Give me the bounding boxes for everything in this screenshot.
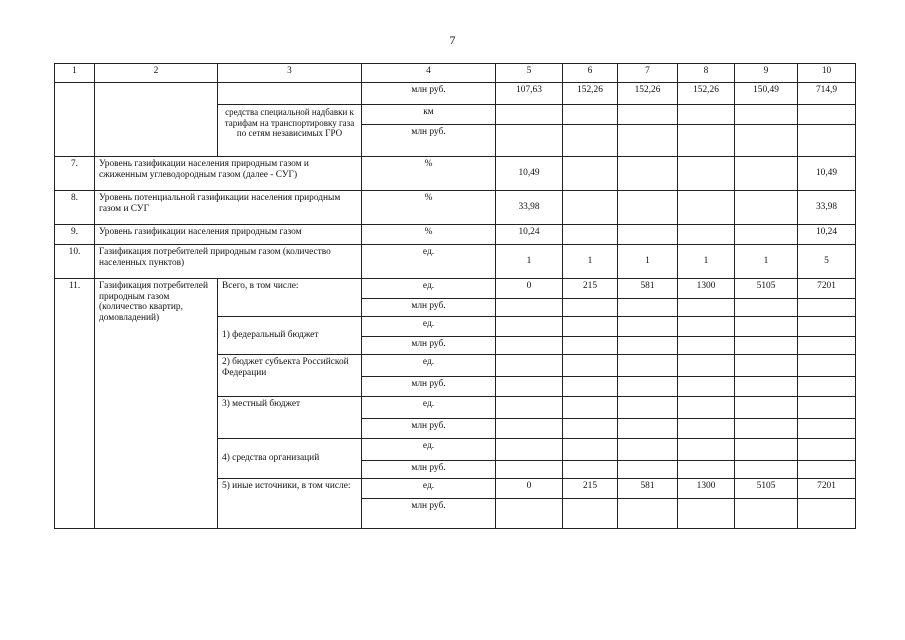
unit-cell: млн руб. bbox=[362, 377, 496, 397]
row-number: 11. bbox=[55, 279, 95, 529]
value-cell: 5105 bbox=[735, 279, 798, 299]
unit-cell: % bbox=[362, 157, 496, 191]
sub-label: 1) федеральный бюджет bbox=[218, 317, 362, 355]
value-cell: 1 bbox=[618, 245, 678, 279]
page-number: 7 bbox=[449, 33, 456, 47]
table-row bbox=[55, 191, 856, 225]
value-cell: 107,63 bbox=[496, 83, 563, 105]
unit-cell: млн руб. bbox=[362, 499, 496, 529]
header-cell: 10 bbox=[798, 64, 856, 83]
row-label: средства специальной надбавки к тарифам на транспортировку газа по сетям независимых ГРО bbox=[218, 105, 362, 157]
unit-cell: ед. bbox=[362, 397, 496, 419]
row-label: Уровень газификации населения природным газом и сжиженным углеводородным газом (далее - СУГ) bbox=[95, 157, 362, 191]
header-cell: 9 bbox=[735, 64, 798, 83]
row-label: Газификация потребителей природным газом (количество квартир, домовладений) bbox=[95, 279, 218, 529]
value-cell: 1 bbox=[678, 245, 735, 279]
unit-cell: ед. bbox=[362, 317, 496, 337]
table-row bbox=[55, 279, 856, 299]
unit-cell: ед. bbox=[362, 245, 496, 279]
table-row bbox=[55, 225, 856, 245]
header-cell: 1 bbox=[55, 64, 95, 83]
sub-label: 5) иные источники, в том числе: bbox=[218, 479, 362, 529]
value-cell: 1300 bbox=[678, 479, 735, 499]
value-cell: 150,49 bbox=[735, 83, 798, 105]
sub-label: 3) местный бюджет bbox=[218, 397, 362, 439]
row-number: 9. bbox=[55, 225, 95, 245]
row-label: Газификация потребителей природным газом (количество населенных пунктов) bbox=[95, 245, 362, 279]
value-cell: 5 bbox=[798, 245, 856, 279]
unit-cell: млн руб. bbox=[362, 461, 496, 479]
sub-label: 4) средства организаций bbox=[218, 439, 362, 479]
value-cell: 152,26 bbox=[678, 83, 735, 105]
value-cell: 1 bbox=[563, 245, 618, 279]
row-label: Уровень газификации населения природным газом bbox=[95, 225, 362, 245]
header-cell: 5 bbox=[496, 64, 563, 83]
value-cell: 33,98 bbox=[496, 191, 563, 225]
unit-cell: млн руб. bbox=[362, 337, 496, 355]
unit-cell: млн руб. bbox=[362, 419, 496, 439]
unit-cell: % bbox=[362, 191, 496, 225]
header-cell: 3 bbox=[218, 64, 362, 83]
row-number: 10. bbox=[55, 245, 95, 279]
unit-cell: ед. bbox=[362, 279, 496, 299]
sub-label: 2) бюджет субъекта Российской Федерации bbox=[218, 355, 362, 397]
value-cell: 152,26 bbox=[563, 83, 618, 105]
value-cell: 7201 bbox=[798, 479, 856, 499]
empty-cell bbox=[95, 83, 218, 157]
row-label: Уровень потенциальной газификации населения природным газом и СУГ bbox=[95, 191, 362, 225]
header-cell: 4 bbox=[362, 64, 496, 83]
unit-cell: млн руб. bbox=[362, 299, 496, 317]
header-cell: 2 bbox=[95, 64, 218, 83]
value-cell: 215 bbox=[563, 279, 618, 299]
header-cell: 8 bbox=[678, 64, 735, 83]
unit-cell: ед. bbox=[362, 439, 496, 461]
header-cell: 7 bbox=[618, 64, 678, 83]
unit-cell: млн руб. bbox=[362, 125, 496, 157]
row-number: 7. bbox=[55, 157, 95, 191]
value-cell: 152,26 bbox=[618, 83, 678, 105]
value-cell: 714,9 bbox=[798, 83, 856, 105]
data-table bbox=[54, 63, 856, 529]
value-cell: 7201 bbox=[798, 279, 856, 299]
value-cell: 10,49 bbox=[496, 157, 563, 191]
value-cell: 215 bbox=[563, 479, 618, 499]
unit-cell: % bbox=[362, 225, 496, 245]
value-cell: 1 bbox=[496, 245, 563, 279]
unit-cell: ед. bbox=[362, 479, 496, 499]
value-cell: 1 bbox=[735, 245, 798, 279]
header-row bbox=[55, 64, 856, 83]
table-row bbox=[55, 245, 856, 279]
value-cell: 0 bbox=[496, 479, 563, 499]
value-cell: 581 bbox=[618, 479, 678, 499]
unit-cell: ед. bbox=[362, 355, 496, 377]
value-cell: 581 bbox=[618, 279, 678, 299]
value-cell: 10,24 bbox=[798, 225, 856, 245]
header-cell: 6 bbox=[563, 64, 618, 83]
unit-cell: км bbox=[362, 105, 496, 125]
value-cell: 10,49 bbox=[798, 157, 856, 191]
table-row bbox=[55, 157, 856, 191]
value-cell: 0 bbox=[496, 279, 563, 299]
value-cell: 1300 bbox=[678, 279, 735, 299]
value-cell: 33,98 bbox=[798, 191, 856, 225]
row-number: 8. bbox=[55, 191, 95, 225]
value-cell: 5105 bbox=[735, 479, 798, 499]
unit-cell: млн руб. bbox=[362, 83, 496, 105]
value-cell: 10,24 bbox=[496, 225, 563, 245]
sub-label: Всего, в том числе: bbox=[218, 279, 362, 317]
table-row bbox=[55, 83, 856, 105]
empty-cell bbox=[55, 83, 95, 157]
empty-cell bbox=[218, 83, 362, 105]
